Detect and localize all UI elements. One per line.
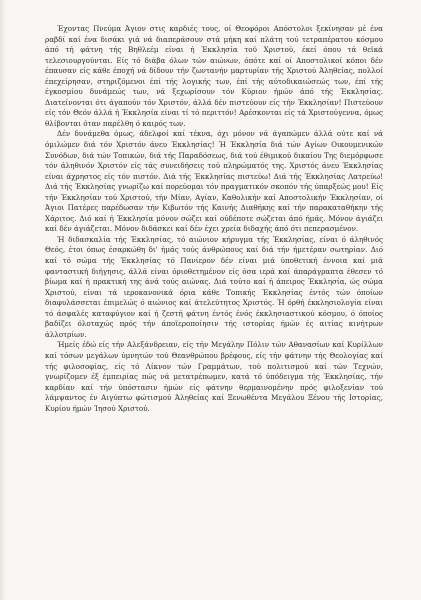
paragraph-3: Ή διδασκαλία τής Έκκλησίας, τό αιώνιον κήρυγμα τής Έκκλησίας, είναι ό άληθινός Θεός, έτοι όπως έσαρκώθη δι' ήμάς τούς άνθρώπους καί διά τήν ήμετέραν σωτηρίαν. Διό καί τό σώμα τής Έκκλησίας τό Πανίερον δέν είναι μιά ύποθετική έννοια καί μιά φανταστική διήγησις, άλλά είναι όριοθετημένον είς όσα ιερά καί άπαράγραπτα έθεσεν τό βίωμα καί ή πρακτική της άνά τούς αιώνας. Διά τούτο καί ή άπειρος Έκκλησία, ώς σώμα Χριστού, είναι τά ιεροκανονικά όρια κάθε Τοπικής Έκκλησίας έντός τών όποίων διαφυλάσσεται έπιμελώς ό αιώνιος καί άτελεύτητος Χριστός. Ή όρθή έκκλησιολογία είναι τό άσφαλές καταφύγιον καί ή ζεστή φάτνη έντός ένός έκκλησιαστικού κόσμου, ό όποίος βαδίζει όλοταχώς πρός τήν άποϊεροποίησιν τής ιστορίας ήμών ές αιτίας κινήτρων άλλοτρίων. [45, 234, 383, 339]
paragraph-4: Ήμείς έδώ είς τήν Αλεξάνδρειαν, είς τήν Μεγάλην Πόλιν τών Αθανασίων καί Κυρίλλων καί τόσων μεγάλων ύμνητών τού Θεανθρώπου βρέφους, είς τήν φάτνην τής Θεολογίας καί τής φιλοσοφίας, είς τό Λίκνον τών Γραμμάτων, τού πολιτισμού καί τών Τεχνών, γνωρίζομεν έξ έμπειρίας πώς νά μετατρέπωμεν, κατά τό ύπόδειγμα τής Έκκλησίας, τήν καρδίαν καί τήν ύπόστασιν ήμών είς φάτνην θερμαινομένην πρός φιλοξενίαν τού λάμψαντος έν Αιγύπτω φώτισμού Άληθείας καί Ξενωθέντα Μεγάλου Ξένου τής Ιστορίας, Κυρίου ήμών Ίησού Χριστού. [45, 340, 383, 413]
paragraph-2: Δέν δυνάμεθα όμως, άδελφοί καί τέκνα, όχι μόνον νά άγαπώμεν άλλά ούτε καί νά όμιλώμεν διά τόν Χριστόν άνευ Έκκλησίας! Ή Έκκλησία διά τών Αγίων Οικουμενικών Συνόδων, διά τών Τοπικών, διά τής Παραδόσεως, διά τού έθιμικού δικαίου Της διεμόρφωσε τόν άληθινόν Χριστόν είς τάς συνειδήσεις τού πληρώματός της. Χριστός άνευ Έκκλησίας είναι άχρηστος είς τόν πιστόν. Διά τής Έκκλησίας πιστεύω! Διά τής Έκκλησίας Λατρεύω! Διά τής Έκκλησίας γνωρίζω καί πορεύομαι τόν πραγματικόν σκοπόν τής ύπαρξεώς μου! Είς τήν Έκκλησίαν τού Χριστού, τήν Μίαν, Αγίαν, Καθολικήν καί Αποστολικήν Έκκλησίαν, οί Άγιοι Πατέρες παρέδωσαν τήν Κιβωτόν τής Καινής Διαθήκης καί τήν παρακαταθήκην τής Χάριτος. Διό καί ή Έκκλησία μόνον σώζει καί ούδέποτε σώζεται άπό ήμάς. Μόνον άγιάζει καί δέν άγιάζεται. Μόνον διδάσκει καί δέν έχει χρεία διδαχής άπό ότι πεπερασμένον. [45, 129, 383, 234]
paragraph-1: Έχοντας Πνεύμα Άγιον στις καρδιές τους, οί Θεοφόροι Απόστολοι ξεκίνησαν μέ ένα ραβδί καί ένα δισάκι γιά νά διαπεράσουν στά μήκη καί πλάτη τού τετραπέρατου κόσμου άπό τή φάτνη τής Βηθλεέμ είναι ή Έκκλησία τοϋ Χριστού, έκεί όπου τά θεϊκά τελεσιουργούνται. Είς τό διάβα όλων τών αιώνων, όπότε καί οί Αποστολικοί κόποι δέν έπαυσαν είς κάθε έποχή νά δίδουν τήν ζωντανήν μαρτυρίαν τής Χριστού Άληθείας, πολλοί έπεχείρησαν, στηριζόμενοι έπί τής λογικής των, έπί τής αύτοδικαιώσεώς των, έπί τής έγκοσμίου δυνάμεώς των, νά ξεχωρίσουν τόν Κύριον ήμών άπό τής Έκκλησίας. Διατείνονται ότι άγαπούν τόν Χριστόν, άλλά δέν πιστεύουν είς τήν Έκκλησίαν! Πιστεύουν είς τόν Θεόν άλλά ή Έκκλησία είναι τί τό περιττόν! Αρέσκονται είς τά Χριστούγεννα, όμως θλίβονται όταν παρέλθη ό καιρός των. [45, 24, 383, 128]
body-text [45, 24, 383, 414]
scan-edge [0, 0, 6, 600]
